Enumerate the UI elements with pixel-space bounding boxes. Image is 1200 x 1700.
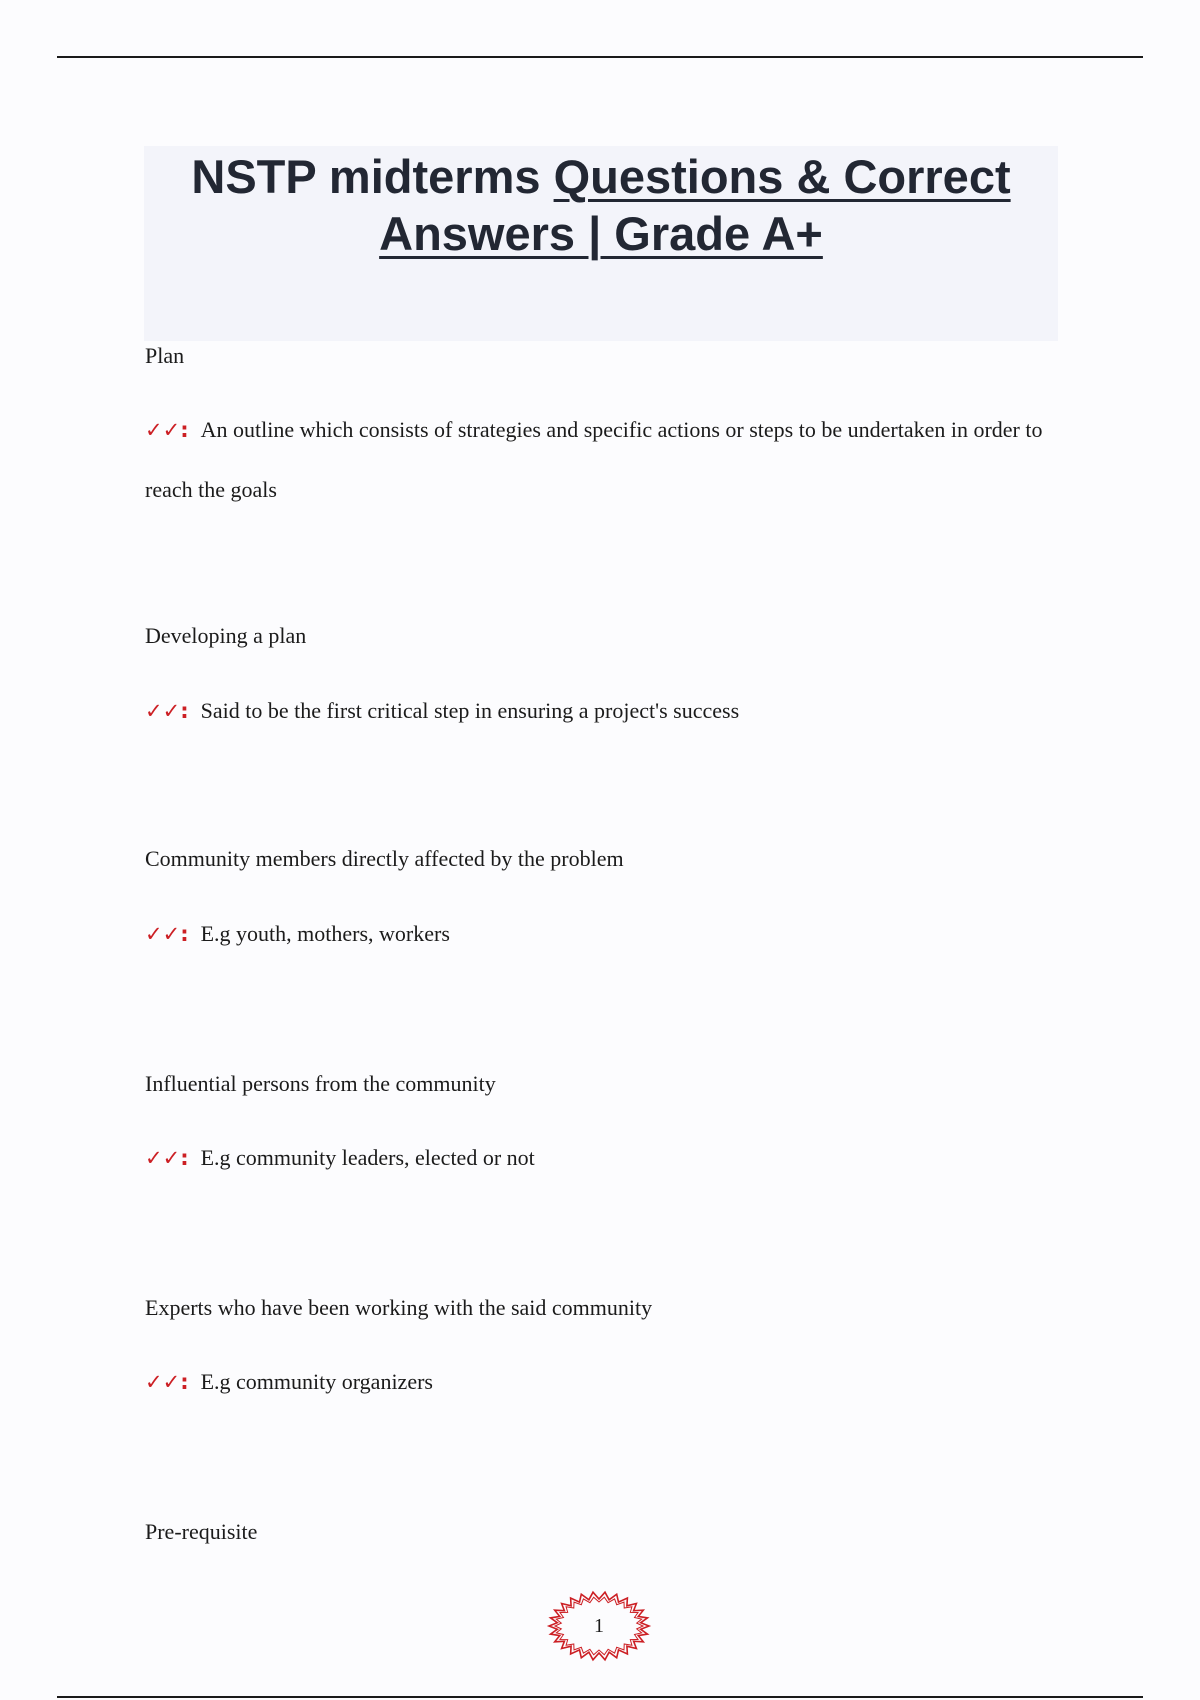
double-check-icon: ✓✓: bbox=[145, 922, 189, 946]
answer-text bbox=[145, 681, 1060, 741]
question-term: Developing a plan bbox=[145, 623, 307, 648]
double-check-icon: ✓✓: bbox=[145, 1370, 189, 1394]
answer-body: E.g community leaders, elected or not bbox=[200, 1145, 535, 1170]
question-term: Pre-requisite bbox=[145, 1519, 258, 1544]
answer-body: E.g community organizers bbox=[200, 1369, 433, 1394]
double-check-icon: ✓✓: bbox=[145, 418, 189, 442]
title-underlined: Questions & Correct Answers | Grade A+ bbox=[379, 150, 1011, 260]
question-term: Community members directly affected by the problem bbox=[145, 846, 624, 871]
question-term: Experts who have been working with the said community bbox=[145, 1295, 653, 1320]
double-check-icon: ✓✓: bbox=[145, 699, 189, 723]
answer-text bbox=[145, 1128, 1060, 1188]
answer-text bbox=[145, 400, 1060, 520]
footer-rule bbox=[57, 1696, 1143, 1698]
question-term: Plan bbox=[145, 343, 185, 368]
page-number-seal bbox=[546, 1590, 652, 1662]
header-rule bbox=[57, 56, 1143, 58]
double-check-icon: ✓✓: bbox=[145, 1146, 189, 1170]
answer-text bbox=[145, 1352, 1060, 1412]
answer-text bbox=[145, 904, 1060, 964]
title-plain: NSTP midterms bbox=[191, 150, 541, 203]
page-number: 1 bbox=[594, 1615, 604, 1637]
answer-body: Said to be the first critical step in ensuring a project's success bbox=[200, 698, 740, 723]
page-title bbox=[144, 146, 1058, 262]
question-term: Influential persons from the community bbox=[145, 1071, 496, 1096]
answer-body: E.g youth, mothers, workers bbox=[200, 921, 450, 946]
answer-body: An outline which consists of strategies and specific actions or steps to be undertaken in order to reach the goals bbox=[145, 417, 1043, 502]
title-banner bbox=[144, 146, 1058, 341]
